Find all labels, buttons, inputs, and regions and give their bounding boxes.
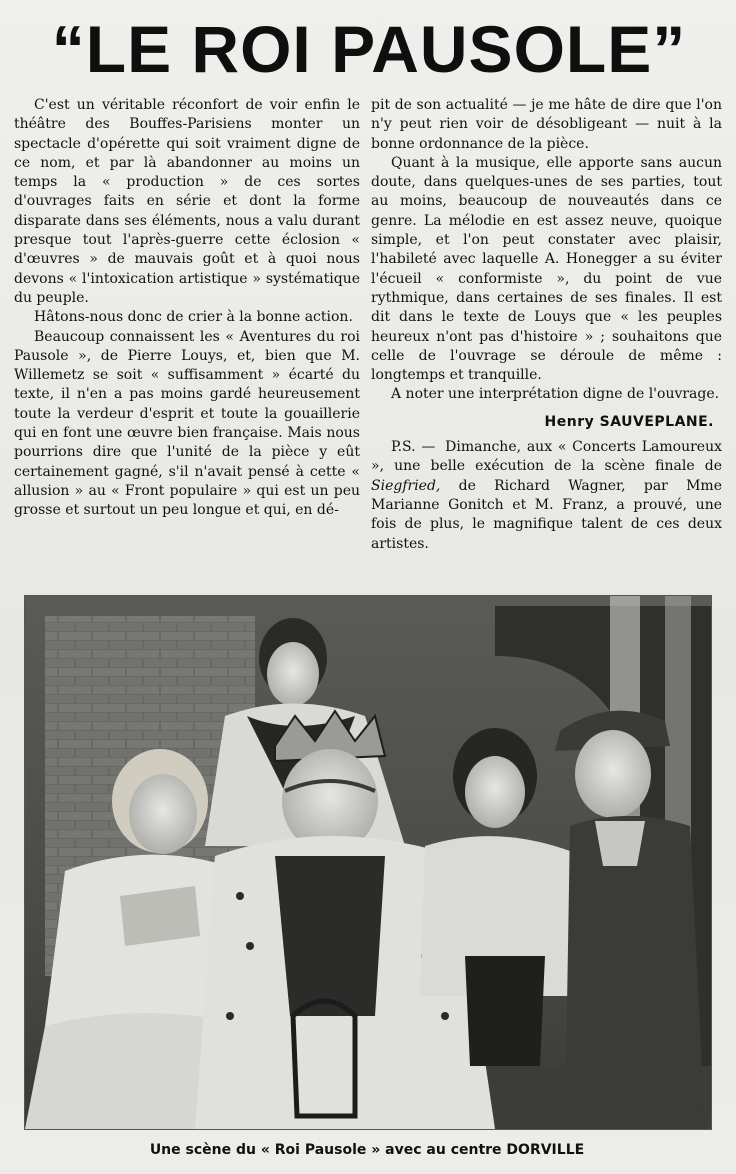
article-right-column (371, 96, 722, 554)
paragraph-a-noter: A noter une interprétation digne de l'ouvrage. (391, 386, 720, 403)
article-headline: “LE ROI PAUSOLE” (51, 12, 687, 86)
postscript-text-before: Dimanche, aux « Concerts Lamoureux », une belle exécution de la scène finale de (371, 439, 722, 475)
postscript-text-after: de Richard Wagner, par Mme Marianne Gonitch et M. Franz, a prouvé, une fois de plus, le magnifique talent de ces deux artistes. (371, 477, 722, 552)
paragraph-aventures: Beaucoup connaissent les « Aventures du roi Pausole », de Pierre Louys, et, bien que M. Willemetz se soit « suffisamment » écarté du texte, il n'en a pas moins gardé heureusement toute la verdeur d'esprit et toute la gouaillerie qui en font une œuvre bien française. Mais nous pourrions dire que l'unité de la pièce y eût certainement gagné, s'il n'avait pensé à cette « allusion » au « Front populaire » qui est un peu grosse et surtout un peu longue et qui, en dé- (14, 328, 360, 519)
stage-photo (24, 595, 712, 1130)
paragraph-continuation: pit de son actualité — je me hâte de dire que l'on n'y peut rien voir de désobligeant — nuit à la bonne ordonnance de la pièce. (371, 97, 722, 152)
postscript (371, 438, 722, 554)
postscript-italic-title: Siegfried, (371, 477, 441, 494)
stage-photo-illustration (25, 596, 711, 1129)
article-left-column (14, 96, 360, 521)
postscript-label: P.S. — (391, 439, 436, 456)
paragraph-bonne-action: Hâtons-nous donc de crier à la bonne action. (34, 309, 353, 326)
author-signature: Henry SAUVEPLANE. (544, 413, 714, 430)
paragraph-intro: C'est un véritable réconfort de voir enfin le théâtre des Bouffes-Parisiens monter un spectacle d'opérette qui soit vraiment digne de ce nom, et par là abandonner au moins un temps la « production » de ces sortes d'ouvrages faits en série et dont la forme disparate dans ses éléments, nous a valu durant presque tout l'après-guerre cette éclosion « d'œuvres » de mauvais goût et à quoi nous devons « l'intoxication artistique » systématique du peuple. (14, 97, 360, 306)
paragraph-musique: Quant à la musique, elle apporte sans aucun doute, dans quelques-unes de ses parties, tout au moins, beaucoup de nouveautés dans ce genre. La mélodie en est assez neuve, quoique simple, et l'on peut constater avec plaisir, l'habileté avec laquelle A. Honegger a su éviter l'écueil « conformiste », du point de vue rythmique, dans certaines de ses finales. Il est dit dans le texte de Louys que « les peuples heureux n'ont pas d'histoire » ; souhaitons que celle de l'ouvrage se déroule de même : longtemps et tranquille. (371, 154, 722, 384)
photo-caption: Une scène du « Roi Pausole » avec au centre DORVILLE (149, 1142, 585, 1158)
